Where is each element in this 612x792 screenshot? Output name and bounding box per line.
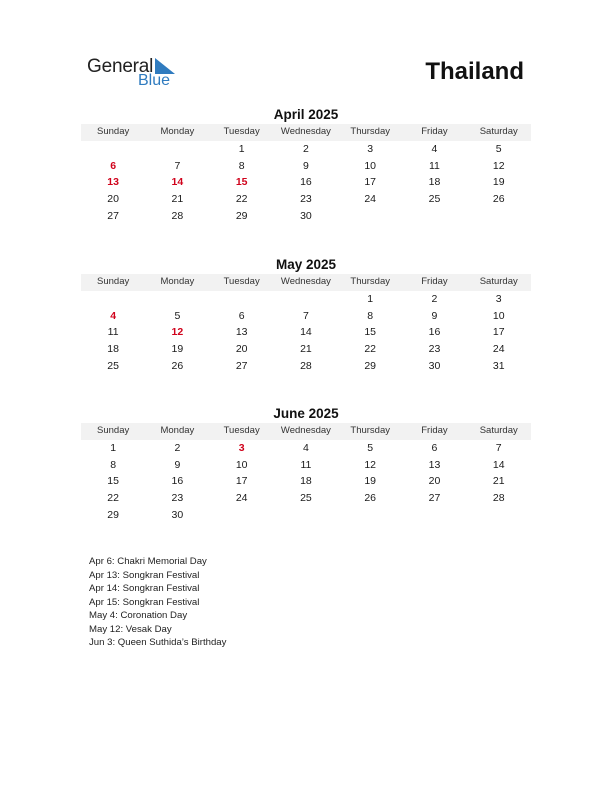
weekday-header	[81, 423, 531, 440]
day-cell: 14	[492, 458, 505, 471]
empty-day-cell	[402, 208, 466, 225]
holiday-day-cell: 3	[238, 441, 245, 454]
weekday-label: Tuesday	[223, 425, 260, 436]
day-cell: 23	[428, 343, 441, 356]
weekday-label: Saturday	[479, 126, 518, 137]
holiday-note: Apr 13: Songkran Festival	[89, 569, 200, 581]
day-cell: 22	[107, 492, 119, 505]
weekday-label: Friday	[421, 126, 448, 137]
weekday-label: Monday	[160, 126, 195, 137]
country-title: Thailand	[425, 58, 524, 85]
day-cell: 7	[174, 159, 181, 172]
holiday-day-cell: 6	[110, 159, 117, 172]
day-cell: 8	[367, 309, 374, 322]
holiday-day-cell: 14	[171, 176, 184, 189]
holiday-note: Jun 3: Queen Suthida’s Birthday	[89, 637, 227, 648]
day-cell: 16	[428, 326, 441, 339]
day-cell: 25	[300, 492, 312, 505]
holiday-note: May 12: Vesak Day	[89, 623, 172, 635]
day-cell: 21	[171, 193, 184, 206]
day-cell: 7	[495, 441, 502, 454]
empty-day-cell	[145, 141, 209, 158]
day-cell: 11	[300, 458, 312, 471]
day-cell: 17	[235, 475, 248, 488]
calendar-grid	[81, 274, 531, 375]
day-cell: 20	[107, 193, 119, 206]
day-cell: 23	[171, 492, 184, 505]
day-cell: 3	[495, 292, 502, 305]
empty-day-cell	[210, 507, 274, 524]
logo-general-text: General	[87, 56, 154, 77]
week-row	[81, 308, 531, 325]
week-row	[81, 490, 531, 507]
day-cell: 14	[300, 326, 312, 339]
week-row	[81, 473, 531, 490]
day-cell: 7	[303, 309, 309, 322]
week-row	[81, 324, 531, 341]
weekday-label: Wednesday	[280, 425, 331, 436]
calendar-grid	[81, 423, 531, 524]
day-cell: 27	[107, 209, 119, 222]
day-cell: 4	[431, 142, 438, 155]
day-cell: 30	[171, 508, 184, 521]
day-cell: 31	[492, 359, 505, 372]
day-cell: 24	[364, 193, 377, 206]
day-cell: 15	[107, 475, 119, 488]
week-row	[81, 507, 531, 524]
weekday-label: Monday	[160, 276, 195, 287]
month-june	[81, 405, 531, 524]
day-cell: 29	[364, 359, 377, 372]
day-cell: 26	[364, 492, 377, 505]
weekday-header	[81, 274, 531, 291]
week-row	[81, 341, 531, 358]
brand-logo	[87, 56, 187, 92]
weekday-label: Wednesday	[280, 276, 331, 287]
day-cell: 19	[171, 343, 184, 356]
calendar-grid	[81, 124, 531, 225]
weekday-label: Wednesday	[280, 126, 331, 137]
weekday-label: Monday	[160, 425, 195, 436]
day-cell: 16	[171, 475, 184, 488]
week-row	[81, 174, 531, 191]
empty-day-cell	[338, 507, 402, 524]
week-row	[81, 141, 531, 158]
day-cell: 10	[364, 159, 377, 172]
day-cell: 13	[428, 458, 441, 471]
empty-day-cell	[81, 291, 145, 308]
month-title: April 2025	[273, 107, 339, 122]
weekday-label: Thursday	[350, 425, 390, 436]
weekday-label: Sunday	[97, 276, 130, 287]
week-row	[81, 191, 531, 208]
day-cell: 4	[303, 441, 309, 454]
day-cell: 29	[235, 209, 248, 222]
week-row	[81, 208, 531, 225]
day-cell: 22	[235, 193, 248, 206]
day-cell: 26	[492, 193, 505, 206]
day-cell: 19	[492, 176, 505, 189]
day-cell: 18	[428, 176, 441, 189]
day-cell: 8	[110, 458, 117, 471]
logo-blue-text: Blue	[138, 72, 171, 89]
day-cell: 11	[107, 326, 119, 339]
day-cell: 1	[110, 441, 117, 454]
day-cell: 28	[300, 359, 312, 372]
day-cell: 2	[303, 142, 309, 155]
weekday-label: Saturday	[479, 276, 518, 287]
weekday-label: Thursday	[350, 126, 390, 137]
day-cell: 6	[431, 441, 438, 454]
holiday-notes	[89, 555, 226, 650]
day-cell: 10	[492, 309, 505, 322]
holiday-note: Apr 15: Songkran Festival	[89, 596, 200, 608]
weekday-label: Friday	[421, 425, 448, 436]
empty-day-cell	[402, 507, 466, 524]
day-cell: 9	[174, 458, 181, 471]
day-cell: 21	[300, 343, 312, 356]
empty-day-cell	[210, 291, 274, 308]
month-may	[81, 256, 531, 375]
day-cell: 1	[367, 292, 374, 305]
empty-day-cell	[145, 291, 209, 308]
day-cell: 30	[300, 209, 312, 222]
day-cell: 28	[171, 209, 184, 222]
holiday-day-cell: 12	[171, 326, 184, 339]
holiday-day-cell: 13	[107, 176, 119, 189]
weekday-label: Tuesday	[223, 126, 260, 137]
empty-day-cell	[274, 507, 338, 524]
day-cell: 18	[107, 343, 119, 356]
week-row	[81, 358, 531, 375]
day-cell: 25	[107, 359, 119, 372]
empty-day-cell	[467, 208, 531, 225]
week-row	[81, 440, 531, 457]
day-cell: 18	[300, 475, 312, 488]
weekday-label: Tuesday	[223, 276, 260, 287]
day-cell: 12	[364, 458, 377, 471]
holiday-day-cell: 15	[235, 176, 248, 189]
day-cell: 22	[364, 343, 377, 356]
day-cell: 21	[492, 475, 505, 488]
day-cell: 17	[364, 176, 377, 189]
empty-day-cell	[338, 208, 402, 225]
holiday-note: Apr 14: Songkran Festival	[89, 583, 200, 594]
day-cell: 28	[492, 492, 505, 505]
day-cell: 20	[235, 343, 248, 356]
day-cell: 17	[492, 326, 505, 339]
month-title: May 2025	[275, 257, 337, 272]
day-cell: 23	[300, 193, 312, 206]
month-april	[81, 106, 531, 225]
day-cell: 15	[364, 326, 377, 339]
week-row	[81, 158, 531, 175]
day-cell: 12	[492, 159, 505, 172]
day-cell: 5	[174, 309, 181, 322]
weekday-label: Thursday	[350, 276, 390, 287]
day-cell: 5	[367, 441, 374, 454]
holiday-day-cell: 4	[110, 309, 117, 322]
weekday-label: Sunday	[97, 425, 130, 436]
weekday-label: Saturday	[479, 425, 518, 436]
holiday-note: Apr 6: Chakri Memorial Day	[89, 556, 207, 567]
day-cell: 5	[495, 142, 502, 155]
week-row	[81, 457, 531, 474]
weekday-header	[81, 124, 531, 141]
day-cell: 9	[431, 309, 438, 322]
day-cell: 19	[364, 475, 377, 488]
day-cell: 1	[238, 142, 245, 155]
day-cell: 2	[174, 441, 181, 454]
day-cell: 11	[429, 159, 440, 172]
month-title: June 2025	[273, 406, 339, 421]
day-cell: 27	[428, 492, 441, 505]
day-cell: 3	[367, 142, 374, 155]
day-cell: 10	[235, 458, 248, 471]
day-cell: 6	[238, 309, 245, 322]
day-cell: 26	[171, 359, 184, 372]
day-cell: 25	[428, 193, 441, 206]
day-cell: 29	[107, 508, 119, 521]
holiday-note: May 4: Coronation Day	[89, 610, 188, 621]
day-cell: 27	[235, 359, 248, 372]
day-cell: 13	[235, 326, 248, 339]
day-cell: 30	[428, 359, 441, 372]
empty-day-cell	[274, 291, 338, 308]
day-cell: 16	[300, 176, 312, 189]
week-row	[81, 291, 531, 308]
weekday-label: Friday	[421, 276, 448, 287]
day-cell: 2	[431, 292, 438, 305]
empty-day-cell	[467, 507, 531, 524]
day-cell: 8	[238, 159, 245, 172]
day-cell: 9	[303, 159, 309, 172]
day-cell: 24	[235, 492, 248, 505]
day-cell: 24	[492, 343, 505, 356]
weekday-label: Sunday	[97, 126, 130, 137]
day-cell: 20	[428, 475, 441, 488]
empty-day-cell	[81, 141, 145, 158]
